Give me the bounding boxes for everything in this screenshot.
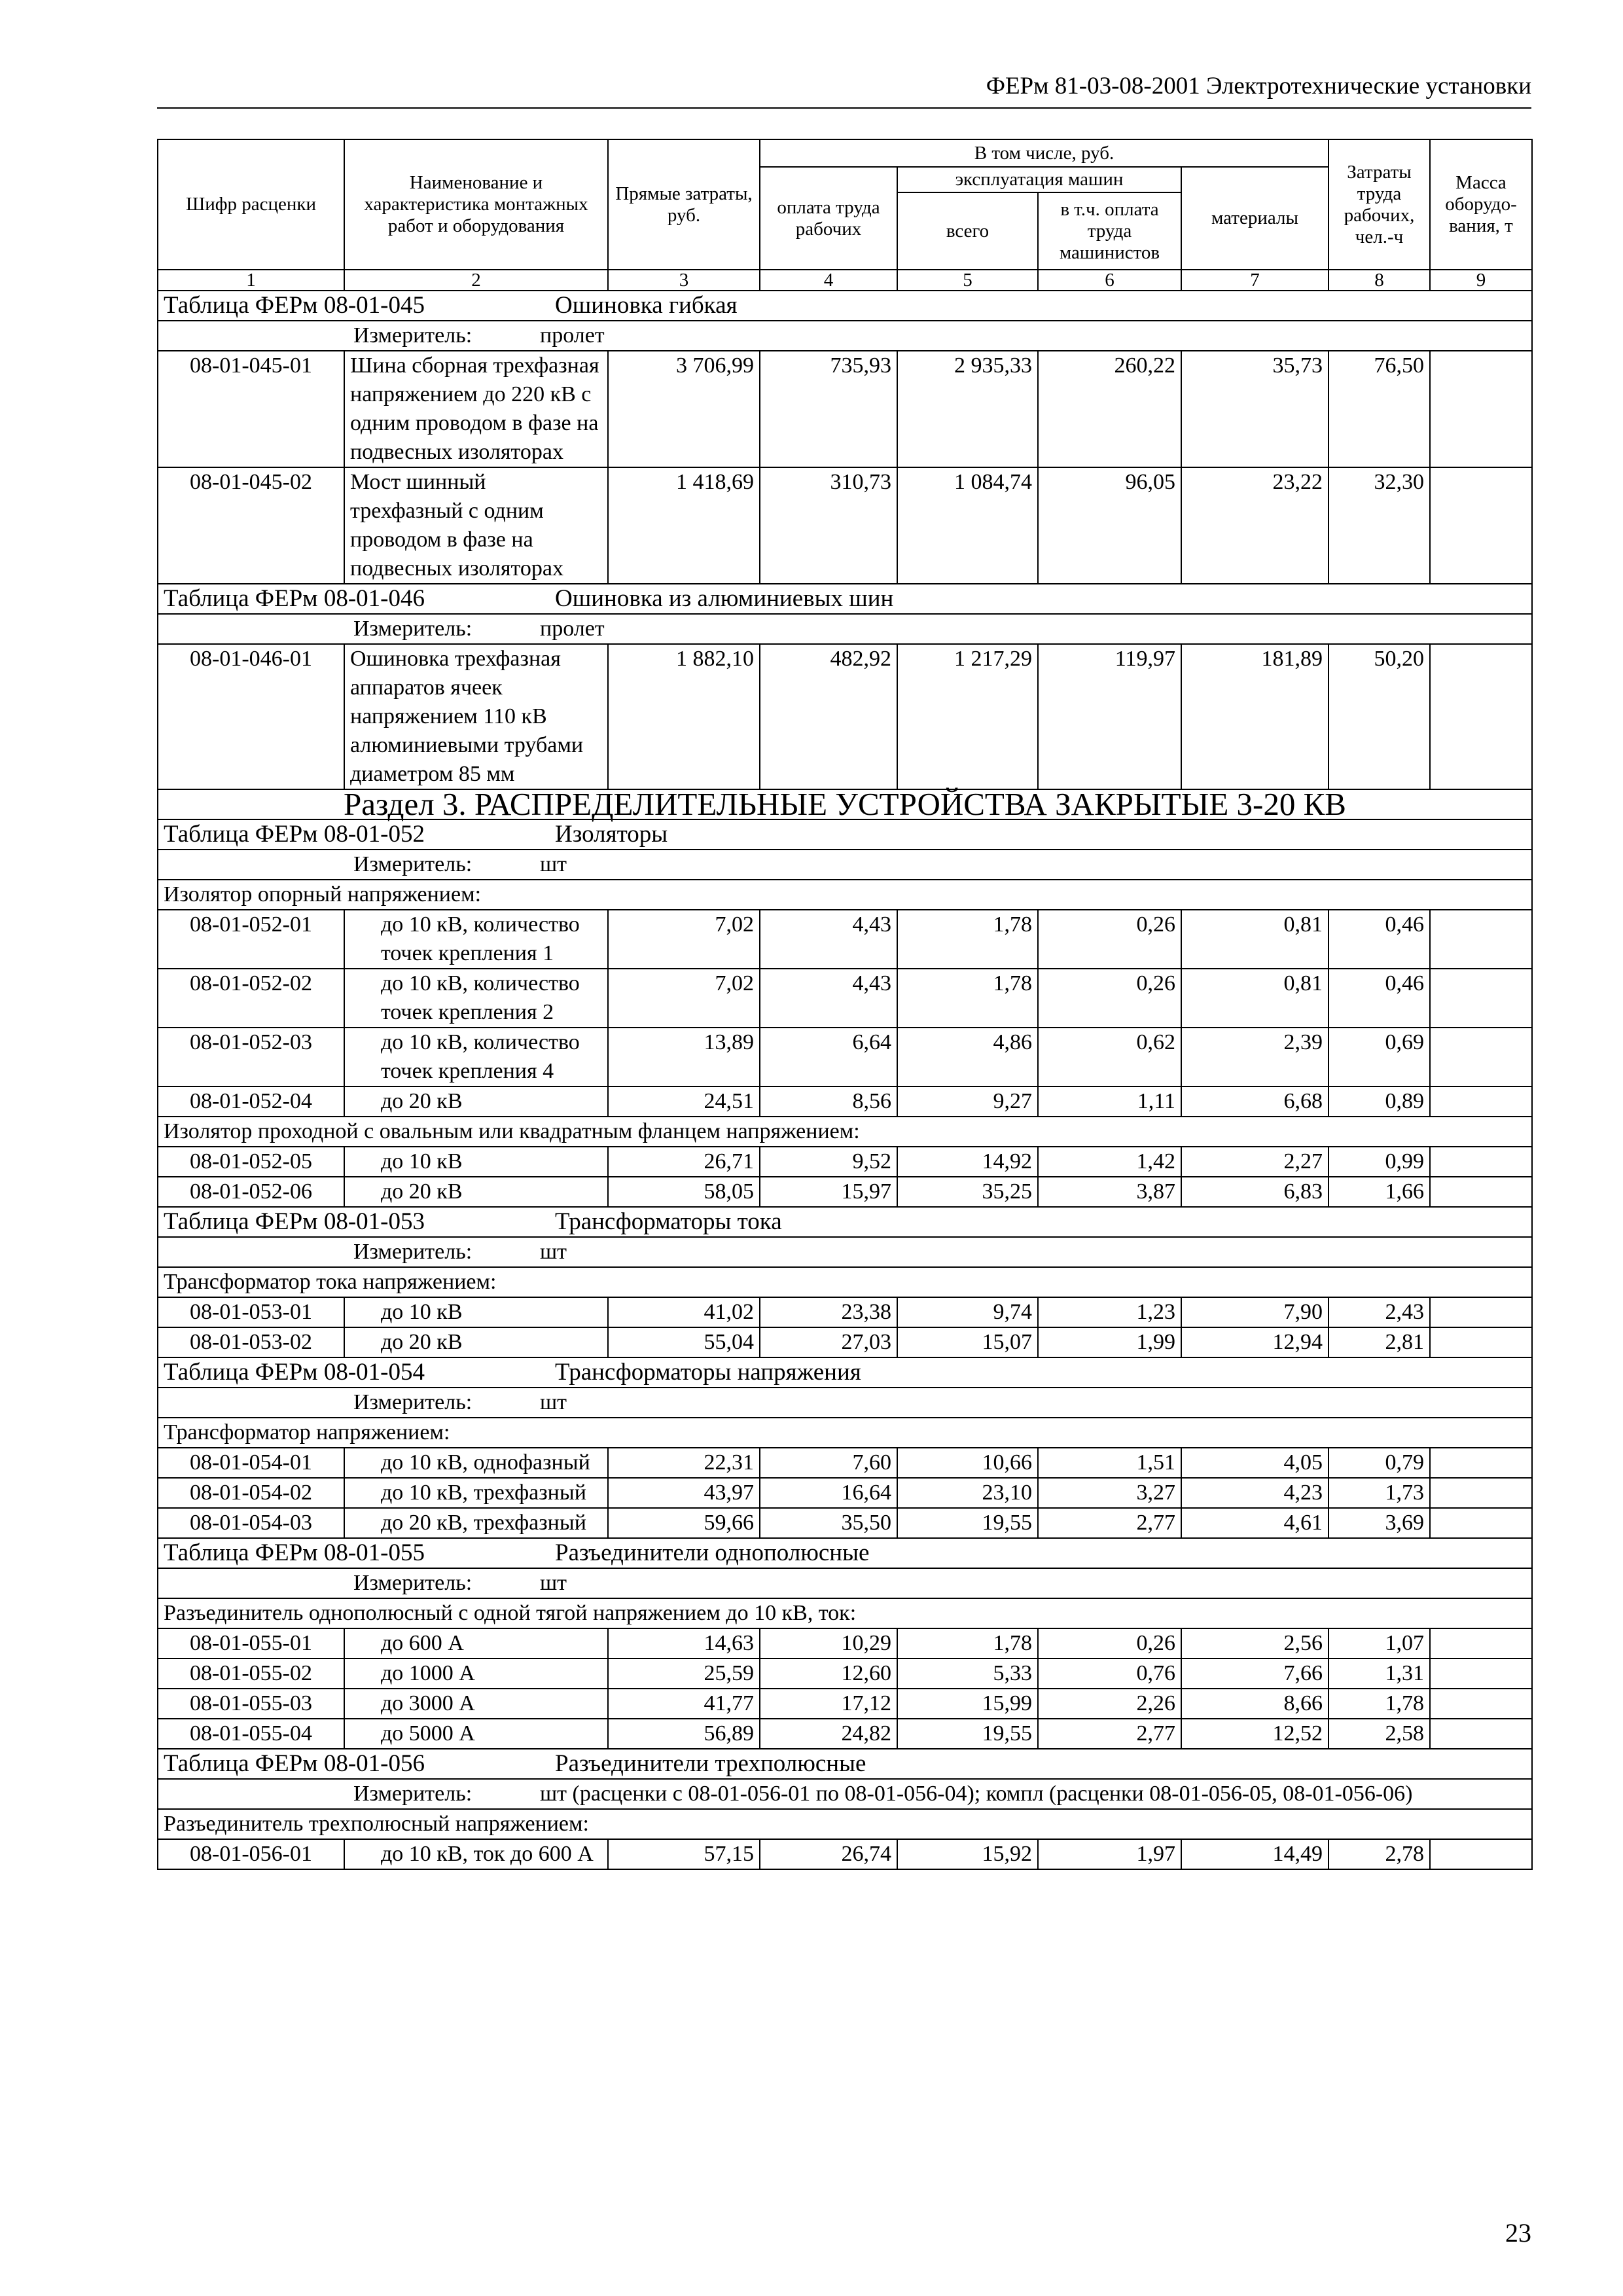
equipment-mass-cell [1430,1478,1532,1508]
wages-cell: 9,52 [760,1147,897,1177]
machines-total-cell: 5,33 [897,1659,1038,1689]
column-number: 9 [1430,270,1532,291]
materials-cell: 35,73 [1181,351,1329,467]
wages-cell: 16,64 [760,1478,897,1508]
rate-code: 08-01-055-03 [158,1689,344,1719]
meter-row [158,1237,1532,1267]
work-name: до 10 кВ, количество точек крепления 4 [344,1028,608,1086]
work-name: до 10 кВ, ток до 600 А [344,1839,608,1869]
meter-value: пролет [540,323,605,348]
direct-cost-cell: 56,89 [608,1719,760,1749]
work-name: Шина сборная трехфазная напряжением до 220 кВ с одним проводом в фазе на подвесных изоляторах [344,351,608,467]
data-row [158,1086,1532,1117]
meter-value: шт [540,1240,567,1264]
meter-value: шт (расценки с 08-01-056-01 по 08-01-056-04); компл (расценки 08-01-056-05, 08-01-056-06) [540,1782,1413,1806]
materials-cell: 0,81 [1181,910,1329,969]
table-title: Изоляторы [555,821,668,848]
equipment-mass-cell [1430,1327,1532,1357]
wages-cell: 4,43 [760,910,897,969]
rate-code: 08-01-054-03 [158,1508,344,1538]
labor-hours-cell: 0,89 [1329,1086,1430,1117]
table-code: Таблица ФЕРм 08-01-046 [164,585,425,612]
section-row [158,789,1532,819]
rate-code: 08-01-052-04 [158,1086,344,1117]
wages-cell: 6,64 [760,1028,897,1086]
meter-cell [158,1779,1532,1809]
machines-total-cell: 15,92 [897,1839,1038,1869]
direct-cost-cell: 41,77 [608,1689,760,1719]
work-name: до 600 А [344,1628,608,1659]
data-row [158,969,1532,1028]
machinist-wages-cell: 2,77 [1038,1719,1181,1749]
machines-total-cell: 35,25 [897,1177,1038,1207]
page-number: 23 [1505,2218,1531,2248]
work-name: до 10 кВ, количество точек крепления 2 [344,969,608,1028]
rate-code: 08-01-053-02 [158,1327,344,1357]
work-name: до 3000 А [344,1689,608,1719]
wages-cell: 4,43 [760,969,897,1028]
data-row [158,910,1532,969]
work-name: Мост шинный трехфазный с одним проводом в фазе на подвесных изоляторах [344,467,608,584]
equipment-mass-cell [1430,1448,1532,1478]
rate-code: 08-01-052-05 [158,1147,344,1177]
wages-cell: 24,82 [760,1719,897,1749]
group-row [158,880,1532,910]
machines-total-cell: 19,55 [897,1508,1038,1538]
labor-hours-cell: 2,78 [1329,1839,1430,1869]
meter-label: Измеритель: [353,852,473,876]
machinist-wages-cell: 0,76 [1038,1659,1181,1689]
machines-total-cell: 1,78 [897,969,1038,1028]
machinist-wages-cell: 1,23 [1038,1297,1181,1327]
materials-cell: 4,23 [1181,1478,1329,1508]
direct-cost-cell: 7,02 [608,910,760,969]
wages-cell: 7,60 [760,1448,897,1478]
labor-hours-cell: 76,50 [1329,351,1430,467]
table-title-row [158,1538,1532,1568]
col-labor-header: Затраты труда рабочих, чел.-ч [1329,139,1430,270]
work-name: до 20 кВ [344,1086,608,1117]
data-row [158,1628,1532,1659]
rate-code: 08-01-052-03 [158,1028,344,1086]
table-title-cell [158,291,1532,321]
data-row [158,351,1532,467]
table-title: Трансформаторы тока [555,1208,782,1235]
data-row [158,1448,1532,1478]
table-code: Таблица ФЕРм 08-01-052 [164,821,425,848]
meter-cell [158,850,1532,880]
wages-cell: 15,97 [760,1177,897,1207]
group-text: Трансформатор тока напряжением: [158,1267,1532,1297]
group-row [158,1598,1532,1628]
materials-cell: 4,05 [1181,1448,1329,1478]
machines-total-cell: 19,55 [897,1719,1038,1749]
table-title-row [158,1357,1532,1388]
group-row [158,1809,1532,1839]
equipment-mass-cell [1430,969,1532,1028]
data-row [158,1028,1532,1086]
wages-cell: 23,38 [760,1297,897,1327]
table-title-row [158,1207,1532,1237]
table-title-row [158,1749,1532,1779]
equipment-mass-cell [1430,1659,1532,1689]
machinist-wages-cell: 3,27 [1038,1478,1181,1508]
data-row [158,1177,1532,1207]
materials-cell: 23,22 [1181,467,1329,584]
materials-cell: 12,94 [1181,1327,1329,1357]
running-header: ФЕРм 81-03-08-2001 Электротехнические установки [986,73,1531,99]
labor-hours-cell: 2,81 [1329,1327,1430,1357]
machinist-wages-cell: 0,26 [1038,969,1181,1028]
equipment-mass-cell [1430,467,1532,584]
column-number: 5 [897,270,1038,291]
meter-cell [158,614,1532,644]
group-text: Изолятор опорный напряжением: [158,880,1532,910]
machinist-wages-cell: 119,97 [1038,644,1181,789]
wages-cell: 17,12 [760,1689,897,1719]
work-name: до 10 кВ, однофазный [344,1448,608,1478]
table-title: Разъединители трехполюсные [555,1750,866,1777]
wages-cell: 8,56 [760,1086,897,1117]
materials-cell: 0,81 [1181,969,1329,1028]
labor-hours-cell: 2,43 [1329,1297,1430,1327]
wages-cell: 35,50 [760,1508,897,1538]
labor-hours-cell: 32,30 [1329,467,1430,584]
wages-cell: 735,93 [760,351,897,467]
rate-code: 08-01-045-01 [158,351,344,467]
equipment-mass-cell [1430,1028,1532,1086]
meter-label: Измеритель: [353,1782,473,1806]
meter-row [158,1388,1532,1418]
rate-code: 08-01-045-02 [158,467,344,584]
direct-cost-cell: 14,63 [608,1628,760,1659]
equipment-mass-cell [1430,1297,1532,1327]
wages-cell: 310,73 [760,467,897,584]
labor-hours-cell: 2,58 [1329,1719,1430,1749]
labor-hours-cell: 1,66 [1329,1177,1430,1207]
column-number: 6 [1038,270,1181,291]
labor-hours-cell: 1,07 [1329,1628,1430,1659]
data-row [158,644,1532,789]
machinist-wages-cell: 1,51 [1038,1448,1181,1478]
work-name: до 10 кВ, количество точек крепления 1 [344,910,608,969]
price-table [157,139,1533,1870]
direct-cost-cell: 1 882,10 [608,644,760,789]
work-name: до 1000 А [344,1659,608,1689]
equipment-mass-cell [1430,1628,1532,1659]
meter-value: шт [540,1571,567,1595]
col-wages-header: оплата труда рабочих [760,167,897,270]
col-incl-header: В том числе, руб. [760,139,1329,167]
data-row [158,1297,1532,1327]
table-title: Трансформаторы напряжения [555,1359,861,1386]
group-row [158,1117,1532,1147]
labor-hours-cell: 0,99 [1329,1147,1430,1177]
group-row [158,1267,1532,1297]
data-row [158,1478,1532,1508]
meter-label: Измеритель: [353,323,473,348]
wages-cell: 10,29 [760,1628,897,1659]
table-title-cell [158,584,1532,614]
table-title: Разъединители однополюсные [555,1539,870,1566]
group-text: Разъединитель трехполюсный напряжением: [158,1809,1532,1839]
work-name: до 20 кВ [344,1177,608,1207]
data-row [158,1508,1532,1538]
group-text: Разъединитель однополюсный с одной тягой напряжением до 10 кВ, ток: [158,1598,1532,1628]
machinist-wages-cell: 1,97 [1038,1839,1181,1869]
col-mach-wages-header: в т.ч. оплата труда машинистов [1038,192,1181,270]
direct-cost-cell: 3 706,99 [608,351,760,467]
table-code: Таблица ФЕРм 08-01-055 [164,1539,425,1566]
machines-total-cell: 14,92 [897,1147,1038,1177]
table-code: Таблица ФЕРм 08-01-053 [164,1208,425,1235]
group-text: Изолятор проходной с овальным или квадратным фланцем напряжением: [158,1117,1532,1147]
rate-code: 08-01-056-01 [158,1839,344,1869]
wages-cell: 482,92 [760,644,897,789]
machines-total-cell: 15,07 [897,1327,1038,1357]
direct-cost-cell: 41,02 [608,1297,760,1327]
rate-code: 08-01-055-02 [158,1659,344,1689]
meter-row [158,321,1532,351]
materials-cell: 6,83 [1181,1177,1329,1207]
labor-hours-cell: 0,46 [1329,910,1430,969]
work-name: до 10 кВ [344,1147,608,1177]
materials-cell: 8,66 [1181,1689,1329,1719]
column-number: 7 [1181,270,1329,291]
table-code: Таблица ФЕРм 08-01-045 [164,292,425,319]
column-numbers-row [158,270,1532,291]
materials-cell: 2,39 [1181,1028,1329,1086]
meter-row [158,614,1532,644]
direct-cost-cell: 25,59 [608,1659,760,1689]
group-text: Трансформатор напряжением: [158,1418,1532,1448]
table-body [158,291,1532,1869]
direct-cost-cell: 59,66 [608,1508,760,1538]
work-name: до 10 кВ [344,1297,608,1327]
machines-total-cell: 9,27 [897,1086,1038,1117]
rate-code: 08-01-052-02 [158,969,344,1028]
equipment-mass-cell [1430,1839,1532,1869]
materials-cell: 181,89 [1181,644,1329,789]
meter-cell [158,1237,1532,1267]
materials-cell: 7,90 [1181,1297,1329,1327]
machinist-wages-cell: 1,99 [1038,1327,1181,1357]
direct-cost-cell: 1 418,69 [608,467,760,584]
col-mass-header: Масса оборудо-вания, т [1430,139,1532,270]
data-row [158,467,1532,584]
materials-cell: 2,27 [1181,1147,1329,1177]
rate-code: 08-01-046-01 [158,644,344,789]
wages-cell: 26,74 [760,1839,897,1869]
table-title-cell [158,1749,1532,1779]
table-title-row [158,291,1532,321]
machines-total-cell: 4,86 [897,1028,1038,1086]
equipment-mass-cell [1430,1689,1532,1719]
labor-hours-cell: 0,69 [1329,1028,1430,1086]
table-header [158,139,1532,291]
direct-cost-cell: 58,05 [608,1177,760,1207]
rate-code: 08-01-054-01 [158,1448,344,1478]
col-code-header: Шифр расценки [158,139,344,270]
section-title: Раздел 3. РАСПРЕДЕЛИТЕЛЬНЫЕ УСТРОЙСТВА ЗАКРЫТЫЕ 3-20 КВ [158,789,1532,819]
machines-total-cell: 1,78 [897,910,1038,969]
labor-hours-cell: 1,78 [1329,1689,1430,1719]
table-code: Таблица ФЕРм 08-01-054 [164,1359,425,1386]
meter-row [158,1568,1532,1598]
direct-cost-cell: 13,89 [608,1028,760,1086]
equipment-mass-cell [1430,1086,1532,1117]
table-title-cell [158,819,1532,850]
meter-label: Измеритель: [353,617,473,641]
equipment-mass-cell [1430,1719,1532,1749]
machinist-wages-cell: 0,62 [1038,1028,1181,1086]
direct-cost-cell: 57,15 [608,1839,760,1869]
materials-cell: 12,52 [1181,1719,1329,1749]
machinist-wages-cell: 0,26 [1038,910,1181,969]
labor-hours-cell: 3,69 [1329,1508,1430,1538]
meter-label: Измеритель: [353,1240,473,1264]
table-title-cell [158,1357,1532,1388]
machines-total-cell: 23,10 [897,1478,1038,1508]
labor-hours-cell: 1,31 [1329,1659,1430,1689]
header-rule [157,107,1531,109]
labor-hours-cell: 1,73 [1329,1478,1430,1508]
meter-value: пролет [540,617,605,641]
rate-code: 08-01-052-01 [158,910,344,969]
rate-code: 08-01-052-06 [158,1177,344,1207]
direct-cost-cell: 7,02 [608,969,760,1028]
materials-cell: 14,49 [1181,1839,1329,1869]
machinist-wages-cell: 1,42 [1038,1147,1181,1177]
work-name: до 20 кВ, трехфазный [344,1508,608,1538]
data-row [158,1719,1532,1749]
rate-code: 08-01-055-01 [158,1628,344,1659]
machines-total-cell: 1 217,29 [897,644,1038,789]
col-materials-header: материалы [1181,167,1329,270]
equipment-mass-cell [1430,910,1532,969]
machines-total-cell: 9,74 [897,1297,1038,1327]
machinist-wages-cell: 0,26 [1038,1628,1181,1659]
col-mach-total-header: всего [897,192,1038,270]
direct-cost-cell: 26,71 [608,1147,760,1177]
data-row [158,1689,1532,1719]
work-name: Ошиновка трехфазная аппаратов ячеек напряжением 110 кВ алюминиевыми трубами диаметром 85 мм [344,644,608,789]
data-row [158,1147,1532,1177]
meter-value: шт [540,1390,567,1414]
column-number: 8 [1329,270,1430,291]
direct-cost-cell: 22,31 [608,1448,760,1478]
direct-cost-cell: 24,51 [608,1086,760,1117]
work-name: до 5000 А [344,1719,608,1749]
data-row [158,1659,1532,1689]
equipment-mass-cell [1430,351,1532,467]
meter-cell [158,1568,1532,1598]
equipment-mass-cell [1430,644,1532,789]
table-title-row [158,584,1532,614]
column-number: 1 [158,270,344,291]
equipment-mass-cell [1430,1177,1532,1207]
table-title: Ошиновка гибкая [555,292,738,319]
meter-cell [158,321,1532,351]
work-name: до 20 кВ [344,1327,608,1357]
machinist-wages-cell: 3,87 [1038,1177,1181,1207]
table-title: Ошиновка из алюминиевых шин [555,585,894,612]
meter-cell [158,1388,1532,1418]
machinist-wages-cell: 1,11 [1038,1086,1181,1117]
machinist-wages-cell: 96,05 [1038,467,1181,584]
machines-total-cell: 10,66 [897,1448,1038,1478]
direct-cost-cell: 43,97 [608,1478,760,1508]
equipment-mass-cell [1430,1147,1532,1177]
table-title-row [158,819,1532,850]
col-machines-header: эксплуатация машин [897,167,1181,192]
labor-hours-cell: 50,20 [1329,644,1430,789]
materials-cell: 2,56 [1181,1628,1329,1659]
equipment-mass-cell [1430,1508,1532,1538]
meter-value: шт [540,852,567,876]
column-number: 4 [760,270,897,291]
column-number: 3 [608,270,760,291]
wages-cell: 27,03 [760,1327,897,1357]
data-row [158,1327,1532,1357]
wages-cell: 12,60 [760,1659,897,1689]
machines-total-cell: 1,78 [897,1628,1038,1659]
machines-total-cell: 2 935,33 [897,351,1038,467]
labor-hours-cell: 0,79 [1329,1448,1430,1478]
group-row [158,1418,1532,1448]
rate-code: 08-01-055-04 [158,1719,344,1749]
col-direct-header: Прямые затраты, руб. [608,139,760,270]
table-title-cell [158,1538,1532,1568]
meter-row [158,1779,1532,1809]
machinist-wages-cell: 2,26 [1038,1689,1181,1719]
machines-total-cell: 1 084,74 [897,467,1038,584]
machinist-wages-cell: 2,77 [1038,1508,1181,1538]
meter-label: Измеритель: [353,1571,473,1595]
table-code: Таблица ФЕРм 08-01-056 [164,1750,425,1777]
machines-total-cell: 15,99 [897,1689,1038,1719]
rate-code: 08-01-054-02 [158,1478,344,1508]
materials-cell: 7,66 [1181,1659,1329,1689]
table-title-cell [158,1207,1532,1237]
col-name-header: Наименование и характеристика монтажных работ и оборудования [344,139,608,270]
data-row [158,1839,1532,1869]
meter-row [158,850,1532,880]
materials-cell: 4,61 [1181,1508,1329,1538]
rate-code: 08-01-053-01 [158,1297,344,1327]
direct-cost-cell: 55,04 [608,1327,760,1357]
materials-cell: 6,68 [1181,1086,1329,1117]
machinist-wages-cell: 260,22 [1038,351,1181,467]
column-number: 2 [344,270,608,291]
labor-hours-cell: 0,46 [1329,969,1430,1028]
meter-label: Измеритель: [353,1390,473,1414]
work-name: до 10 кВ, трехфазный [344,1478,608,1508]
